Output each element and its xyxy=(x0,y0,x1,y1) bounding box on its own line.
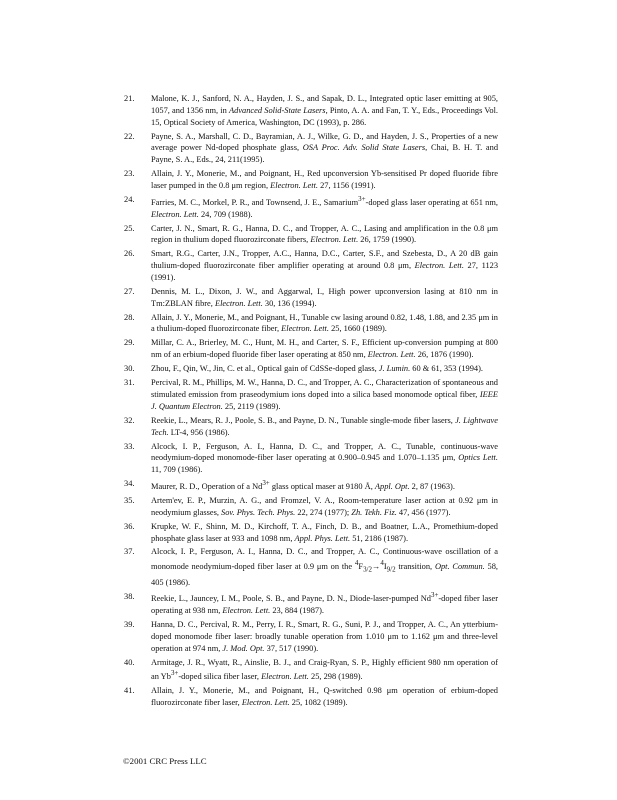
reference-text: Artem'ev, E. P., Murzin, A. G., and Fromzel, V. A., Room-temperature laser action at 0.92 μm in neodymium glasses, Sov. Phys. Tech. Phys. 22, 274 (1977); Zh. Tekh. Fiz. 47, 456 (1977). xyxy=(151,495,498,517)
reference-number: 28. xyxy=(124,312,135,322)
reference-number: 24. xyxy=(124,194,135,204)
reference-text: Dennis, M. L., Dixon, J. W., and Aggarwal, I., High power upconversion lasing at 810 nm in Tm:ZBLAN fibre, Electron. Lett. 30, 136 (1994). xyxy=(151,286,498,308)
reference-number: 23. xyxy=(124,169,135,179)
reference-text: Farries, M. C., Morkel, P. R., and Townsend, J. E., Samarium$^{3+}$-doped glass laser operating at 651 nm, Electron. Lett. 24, 709 (1988). xyxy=(151,194,498,219)
reference-text: Alcock, I. P., Ferguson, A. I., Hanna, D. C., and Tropper, A. C., Continuous-wave oscillation of a monomode neodymium-doped fiber laser at 0.9 μm on the $^4F_{3/2}\to^4I_{9/2}$ transition, Opt. Commun. 58, 405 (1986). xyxy=(151,547,499,587)
reference-item xyxy=(124,223,498,247)
reference-number: 25. xyxy=(124,223,135,233)
reference-number: 30. xyxy=(124,364,135,374)
copyright-footer: ©2001 CRC Press LLC xyxy=(123,756,207,766)
reference-text: Armitage, J. R., Wyatt, R., Ainslie, B. J., and Craig-Ryan, S. P., Highly efficient 980 nm operation of an $Yb^{3+}$-doped silica fiber laser, Electron. Lett. 25, 298 (1989). xyxy=(151,657,498,682)
reference-text: Zhou, F., Qin, W., Jin, C. et al., Optical gain of CdSSe-doped glass, J. Lumin. 60 & 61, 353 (1994). xyxy=(151,364,483,374)
reference-text: Smart, R.G., Carter, J.N., Tropper, A.C., Hanna, D.C., Carter, S.F., and Szebesta, D., A 20 dB gain thulium-doped fluorozirconate fiber amplifier operating at around 0.8 μm, Electron. Lett. 27, 1123 (1991). xyxy=(151,249,499,282)
reference-text: Malone, K. J., Sanford, N. A., Hayden, J. S., and Sapak, D. L., Integrated optic laser emitting at 905, 1057, and 1356 nm, in Advanced Solid-State Lasers, Pinto, A. A. and Fan, T. Y., Eds., Proceedings Vol. 15, Optical Society of America, Washington, DC (1993), p. 286. xyxy=(151,94,498,127)
reference-number: 21. xyxy=(124,94,135,103)
reference-number: 40. xyxy=(124,657,135,667)
reference-item xyxy=(124,546,498,588)
reference-number: 36. xyxy=(124,521,135,531)
reference-item xyxy=(124,363,498,375)
reference-number: 41. xyxy=(124,686,135,696)
reference-number: 34. xyxy=(124,479,135,489)
reference-item xyxy=(124,478,498,493)
reference-item xyxy=(124,131,498,166)
reference-item xyxy=(124,495,498,519)
reference-number: 35. xyxy=(124,495,135,505)
reference-item xyxy=(124,286,498,310)
reference-list xyxy=(124,93,498,711)
reference-text: Allain, J. Y., Monerie, M., and Poignant, H., Q-switched 0.98 μm operation of erbium-doped fluorozirconate fiber laser, Electron. Lett. 25, 1082 (1989). xyxy=(151,686,498,708)
reference-item xyxy=(124,168,498,192)
reference-number: 33. xyxy=(124,441,135,451)
reference-item xyxy=(124,685,498,709)
reference-item xyxy=(124,521,498,545)
reference-item xyxy=(124,591,498,617)
reference-item xyxy=(124,619,498,654)
reference-item xyxy=(124,312,498,336)
reference-number: 32. xyxy=(124,415,135,425)
reference-text: Payne, S. A., Marshall, C. D., Bayramian, A. J., Wilke, G. D., and Hayden, J. S., Properties of a new average power Nd-doped phosphate glass, OSA Proc. Adv. Solid State Lasers, Chai, B. H. T. and Payne, S. A., Eds., 24, 211(1995). xyxy=(151,131,499,165)
reference-number: 26. xyxy=(124,249,135,259)
reference-text: Allain, J. Y., Monerie, M., and Poignant, H., Tunable cw lasing around 0.82, 1.48, 1.88, and 2.35 μm in a thulium-doped fluorozirconate fiber, Electron. Lett. 25, 1660 (1989). xyxy=(151,312,498,334)
reference-text: Carter, J. N., Smart, R. G., Hanna, D. C., and Tropper, A. C., Lasing and amplification in the 0.8 μm region in thulium doped fluorozirconate fibers, Electron. Lett. 26, 1759 (1990). xyxy=(151,223,498,245)
reference-text: Hanna, D. C., Percival, R. M., Perry, I. R., Smart, R. G., Suni, P. J., and Tropper, A. C., An ytterbium-doped monomode fiber laser: broadly tunable operation from 1.010 μm to 1.162 μm and three-level operation at 974 nm, J. Mod. Opt. 37, 517 (1990). xyxy=(151,620,498,653)
reference-text: Reekie, L., Jauncey, I. M., Poole, S. B., and Payne, D. N., Diode-laser-pumped $Nd^{3+}$-doped fiber laser operating at 938 nm, Electron. Lett. 23, 884 (1987). xyxy=(151,591,498,616)
reference-item xyxy=(124,657,498,683)
reference-text: Millar, C. A., Brierley, M. C., Hunt, M. H., and Carter, S. F., Efficient up-conversion pumping at 800 nm of an erbium-doped fluoride fiber laser operating at 850 nm, Electron. Lett. 26, 1876 (1990). xyxy=(151,338,498,360)
reference-text: Krupke, W. F., Shinn, M. D., Kirchoff, T. A., Finch, D. B., and Boatner, L.A., Promethium-doped phosphate glass laser at 933 and 1098 nm, Appl. Phys. Lett. 51, 2186 (1987). xyxy=(151,521,498,543)
reference-number: 31. xyxy=(124,378,135,388)
reference-number: 37. xyxy=(124,547,135,557)
reference-item xyxy=(124,415,498,439)
reference-number: 27. xyxy=(124,286,135,296)
reference-number: 39. xyxy=(124,620,135,630)
reference-item xyxy=(124,337,498,361)
reference-item xyxy=(124,248,498,283)
reference-text: Allain, J. Y., Monerie, M., and Poignant, H., Red upconversion Yb-sensitised Pr doped fluoride fibre laser pumped in the 0.8 μm region, Electron. Lett. 27, 1156 (1991). xyxy=(151,169,498,190)
reference-item xyxy=(124,93,498,128)
reference-number: 29. xyxy=(124,338,135,348)
reference-number: 38. xyxy=(124,591,135,601)
reference-text: Reekie, L., Mears, R. J., Poole, S. B., and Payne, D. N., Tunable single-mode fiber lasers, J. Lightwave Tech. LT-4, 956 (1986). xyxy=(151,415,498,437)
reference-number: 22. xyxy=(124,131,135,141)
reference-text: Percival, R. M., Phillips, M. W., Hanna, D. C., and Tropper, A. C., Characterization of spontaneous and stimulated emission from praseodymium ions doped into a silica based monomode optical fiber, IEEE J. Quantum Electron. 25, 2119 (1989). xyxy=(151,378,498,411)
reference-item xyxy=(124,194,498,220)
reference-text: Alcock, I. P., Ferguson, A. I., Hanna, D. C., and Tropper, A. C., Tunable, continuous-wave neodymium-doped monomode-fiber laser operating at 0.900–0.945 and 1.070–1.135 μm, Optics Lett. 11, 709 (1986). xyxy=(151,441,498,475)
reference-item xyxy=(124,441,498,476)
reference-text: Maurer, R. D., Operation of a $Nd^{3+}$ glass optical maser at 9180 Å, Appl. Opt. 2, 87 (1963). xyxy=(151,479,455,491)
reference-item xyxy=(124,377,498,412)
